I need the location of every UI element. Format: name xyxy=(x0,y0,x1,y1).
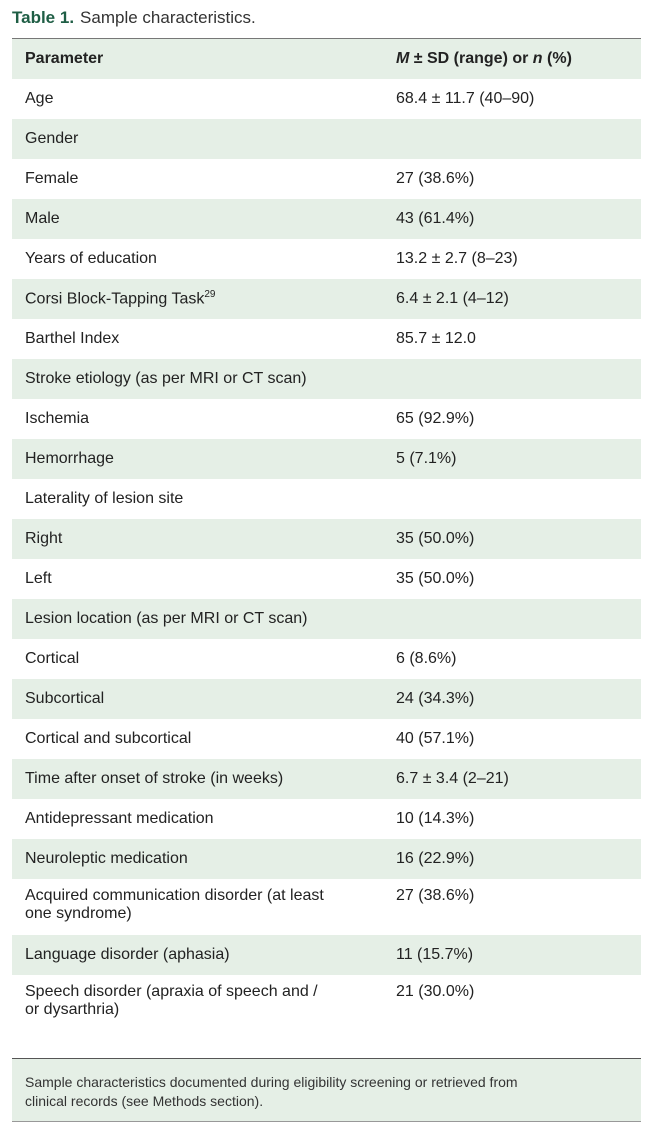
row-value: 27 (38.6%) xyxy=(396,887,475,904)
row-parameter: Laterality of lesion site xyxy=(25,490,184,507)
table-caption xyxy=(12,8,256,28)
table-row xyxy=(12,479,641,519)
table-row xyxy=(12,975,641,1031)
row-value: 65 (92.9%) xyxy=(396,410,475,427)
row-value: 16 (22.9%) xyxy=(396,850,475,867)
row-value: 27 (38.6%) xyxy=(396,170,475,187)
row-parameter xyxy=(12,975,396,1031)
row-value xyxy=(396,119,641,159)
row-parameter: Male xyxy=(25,210,60,227)
row-value: 21 (30.0%) xyxy=(396,983,475,1000)
row-parameter: Hemorrhage xyxy=(25,450,114,467)
row-value xyxy=(396,359,641,399)
row-value: 35 (50.0%) xyxy=(396,530,475,547)
header-parameter: Parameter xyxy=(25,50,104,67)
table-row xyxy=(12,799,641,839)
table-row xyxy=(12,439,641,479)
row-parameter xyxy=(12,279,396,319)
row-parameter: Stroke etiology (as per MRI or CT scan) xyxy=(25,370,307,387)
row-parameter-line2: or dysarthria) xyxy=(25,1001,120,1018)
table-number: Table 1. xyxy=(12,8,75,27)
row-parameter: Neuroleptic medication xyxy=(25,850,188,867)
row-parameter xyxy=(12,879,396,935)
header-end: (%) xyxy=(542,50,572,67)
table-row xyxy=(12,559,641,599)
table-row xyxy=(12,119,641,159)
row-value: 40 (57.1%) xyxy=(396,730,475,747)
row-value: 6 (8.6%) xyxy=(396,650,457,667)
table-row xyxy=(12,359,641,399)
table-row xyxy=(12,239,641,279)
row-parameter: Female xyxy=(25,170,79,187)
characteristics-table xyxy=(12,39,641,1031)
header-statistic xyxy=(396,39,641,79)
row-parameter: Age xyxy=(25,90,54,107)
row-parameter: Time after onset of stroke (in weeks) xyxy=(25,770,284,787)
row-parameter: Barthel Index xyxy=(25,330,120,347)
footnote-line2: clinical records (see Methods section). xyxy=(25,1093,264,1109)
table-row xyxy=(12,519,641,559)
table-row xyxy=(12,279,641,319)
table-row xyxy=(12,199,641,239)
row-parameter: Years of education xyxy=(25,250,157,267)
header-m: M xyxy=(396,50,410,67)
table-row xyxy=(12,639,641,679)
row-parameter-line1: Acquired communication disorder (at least xyxy=(25,887,324,904)
table-row xyxy=(12,759,641,799)
row-parameter: Gender xyxy=(25,130,79,147)
table-title: Sample characteristics. xyxy=(80,8,256,27)
row-value: 85.7 ± 12.0 xyxy=(396,330,476,347)
row-parameter: Antidepressant medication xyxy=(25,810,214,827)
row-parameter: Subcortical xyxy=(25,690,105,707)
table-row xyxy=(12,79,641,119)
row-parameter-text: Corsi Block-Tapping Task xyxy=(25,290,205,308)
row-parameter: Right xyxy=(25,530,63,547)
row-value: 68.4 ± 11.7 (40–90) xyxy=(396,90,535,107)
table-row xyxy=(12,599,641,639)
table-row xyxy=(12,879,641,935)
row-value: 43 (61.4%) xyxy=(396,210,475,227)
row-value xyxy=(396,479,641,519)
row-value: 5 (7.1%) xyxy=(396,450,457,467)
table-row xyxy=(12,159,641,199)
row-value xyxy=(396,599,641,639)
row-value: 6.7 ± 3.4 (2–21) xyxy=(396,770,509,787)
row-parameter: Lesion location (as per MRI or CT scan) xyxy=(25,610,308,627)
reference-superscript: 29 xyxy=(204,289,216,301)
table-row xyxy=(12,935,641,975)
row-value: 35 (50.0%) xyxy=(396,570,475,587)
table-row xyxy=(12,679,641,719)
table-row xyxy=(12,719,641,759)
row-value: 13.2 ± 2.7 (8–23) xyxy=(396,250,518,267)
row-value: 11 (15.7%) xyxy=(396,946,474,963)
row-parameter: Cortical and subcortical xyxy=(25,730,192,747)
table-row xyxy=(12,399,641,439)
row-parameter: Ischemia xyxy=(25,410,90,427)
row-parameter: Left xyxy=(25,570,52,587)
table-header-row xyxy=(12,39,641,79)
end-rule xyxy=(12,1121,641,1122)
row-parameter-line2: one syndrome) xyxy=(25,905,132,922)
header-n: n xyxy=(532,50,543,67)
row-value: 10 (14.3%) xyxy=(396,810,475,827)
row-parameter: Language disorder (aphasia) xyxy=(25,946,230,963)
table-row xyxy=(12,839,641,879)
header-mid: ± SD (range) or xyxy=(409,50,533,67)
row-parameter: Cortical xyxy=(25,650,80,667)
row-parameter-line1: Speech disorder (apraxia of speech and / xyxy=(25,983,318,1000)
footnote-line1: Sample characteristics documented during eligibility screening or retrieved from xyxy=(25,1074,518,1090)
table-footnote xyxy=(12,1059,641,1121)
row-value: 24 (34.3%) xyxy=(396,690,475,707)
table-row xyxy=(12,319,641,359)
row-value: 6.4 ± 2.1 (4–12) xyxy=(396,290,509,307)
